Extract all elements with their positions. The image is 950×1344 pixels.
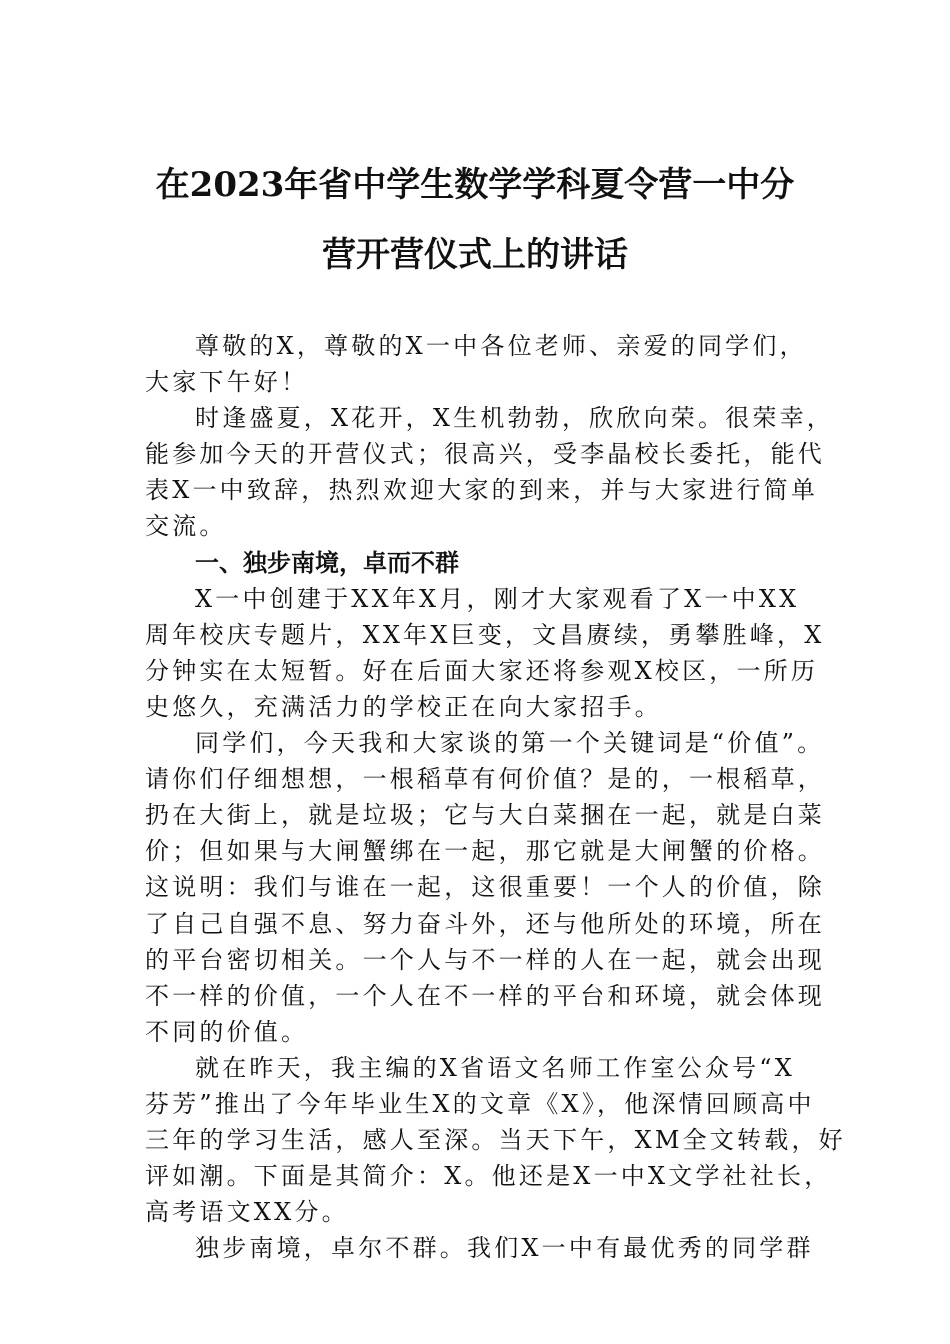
body-text-line: 芬芳”推出了今年毕业生X的文章《X》，他深情回顾高中 [145,1089,815,1118]
section-heading: 一、独步南境，卓而不群 [195,548,459,577]
body-text-line: 扔在大街上，就是垃圾；它与大白菜捆在一起，就是白菜 [145,801,825,830]
body-text-line: 的平台密切相关。一个人与不一样的人在一起，就会出现 [145,945,825,974]
body-text-line: 尊敬的X，尊敬的X一中各位老师、亲爱的同学们， [195,332,807,360]
body-text-line: 周年校庆专题片，XX年X巨变，文昌赓续，勇攀胜峰，X [145,620,825,649]
body-text-line: X一中创建于XX年X月，刚才大家观看了X一中XX [195,584,800,613]
body-text-line: 独步南境，卓尔不群。我们X一中有最优秀的同学群 [195,1234,814,1263]
body-text-line: 了自己自强不息、努力奋斗外，还与他所处的环境，所在 [145,909,825,938]
document-body [145,328,846,1266]
document-title-line-1: 在2023年省中学生数学学科夏令营一中分 [155,165,795,205]
body-text-line: 史悠久，充满活力的学校正在向大家招手。 [145,692,662,721]
body-text-line: 表X一中致辞，热烈欢迎大家的到来，并与大家进行简单 [145,476,819,505]
body-text-line: 高考语文XX分。 [145,1198,349,1227]
body-text-line: 这说明：我们与谁在一起，这很重要！一个人的价值，除 [145,873,825,902]
body-text-line: 价；但如果与大闸蟹绑在一起，那它就是大闸蟹的价格。 [145,837,825,866]
body-text-line: 不一样的价值，一个人在不一样的平台和环境，就会体现 [145,981,825,1010]
body-text-line: 不同的价值。 [145,1017,309,1046]
body-text-line: 同学们，今天我和大家谈的第一个关键词是“价值”。 [195,729,825,758]
body-text-line: 三年的学习生活，感人至深。当天下午，XM全文转载，好 [145,1126,846,1155]
body-text-line: 时逢盛夏，X花开，X生机勃勃，欣欣向荣。很荣幸， [195,404,834,433]
document-title-line-2: 营开营仪式上的讲话 [322,235,628,275]
body-text-line: 交流。 [145,512,227,541]
body-text-line: 评如潮。下面是其简介：X。他还是X一中X文学社社长， [145,1162,832,1191]
body-text-line: 能参加今天的开营仪式；很高兴，受李晶校长委托，能代 [145,440,825,469]
body-text-line: 请你们仔细想想，一根稻草有何价值？是的，一根稻草， [145,765,825,794]
body-text-line: 大家下午好！ [145,368,309,397]
body-text-line: 分钟实在太短暂。好在后面大家还将参观X校区，一所历 [145,656,819,685]
body-text-line: 就在昨天，我主编的X省语文名师工作室公众号“X [195,1053,796,1082]
